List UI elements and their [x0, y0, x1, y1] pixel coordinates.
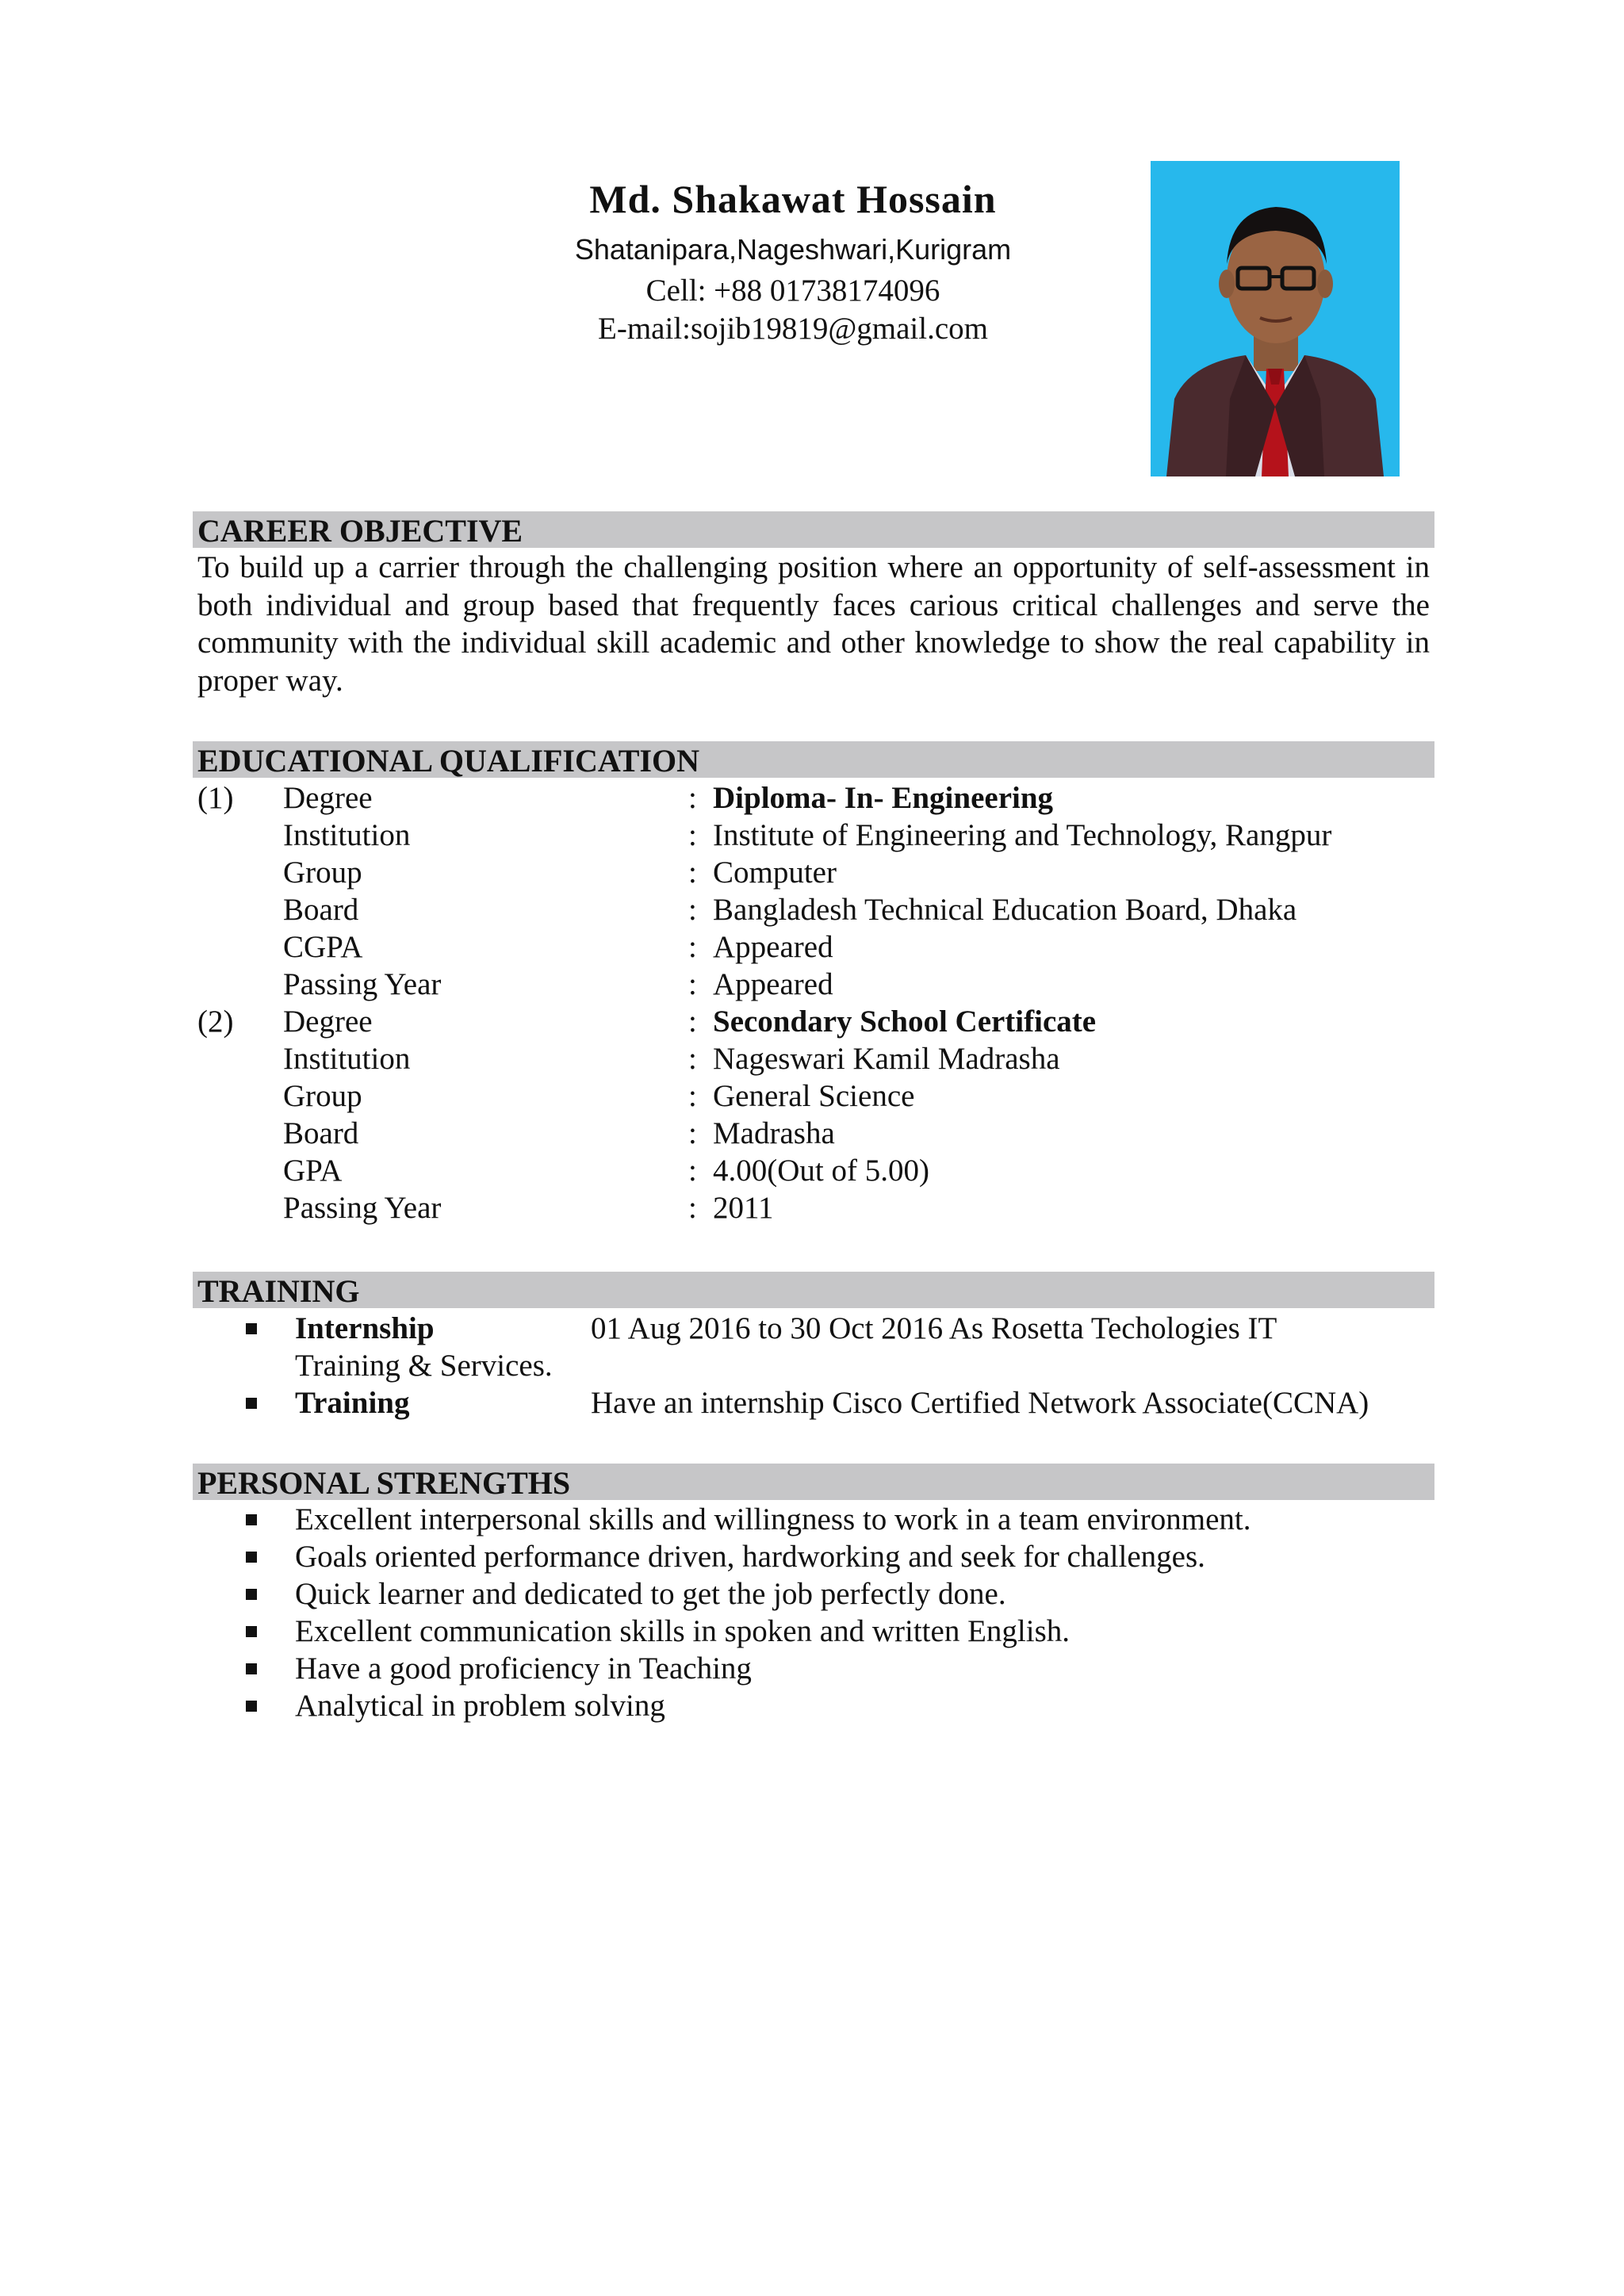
education-row	[0, 1189, 1624, 1226]
career-objective-text: To build up a carrier through the challenging position where an opportunity of self-assessment in both individual and group based that frequently faces carious critical challenges and serve the community with the individual skill academic and other knowledge to show the real capability in proper way.	[197, 550, 1430, 698]
row-value: Diploma- In- Engineering	[713, 781, 1054, 815]
education-row	[0, 817, 1624, 854]
cell-number: Cell: +88 01738174096	[645, 274, 940, 308]
row-colon: :	[688, 1154, 697, 1188]
row-colon: :	[688, 818, 697, 852]
strength-item: Excellent interpersonal skills and willingness to work in a team environment.	[295, 1502, 1251, 1536]
education-row	[0, 1040, 1624, 1077]
row-label: Degree	[283, 781, 373, 815]
row-value: Institute of Engineering and Technology, Rangpur	[713, 818, 1332, 852]
row-value: Nageswari Kamil Madrasha	[713, 1042, 1060, 1076]
row-value: Madrasha	[713, 1116, 835, 1150]
training-item-text: Have an internship Cisco Certified Network Associate(CCNA)	[591, 1386, 1369, 1420]
row-colon: :	[688, 1116, 697, 1150]
bullet-square-icon	[246, 1398, 257, 1409]
row-label: GPA	[283, 1154, 343, 1188]
education-row	[0, 854, 1624, 891]
education-row	[0, 928, 1624, 966]
education-row	[0, 1077, 1624, 1115]
row-label: Board	[283, 1116, 359, 1150]
education-row	[0, 891, 1624, 928]
entry-number: (2)	[197, 1004, 234, 1039]
training-item-label: Internship	[295, 1311, 435, 1345]
row-value: Bangladesh Technical Education Board, Dhaka	[713, 893, 1297, 927]
row-label: Institution	[283, 1042, 411, 1076]
row-value: Computer	[713, 855, 837, 890]
row-value: 4.00(Out of 5.00)	[713, 1154, 929, 1188]
bullet-square-icon	[246, 1663, 257, 1674]
training-item-label: Training	[295, 1386, 410, 1420]
row-colon: :	[688, 1004, 697, 1039]
strength-item: Excellent communication skills in spoken and written English.	[295, 1614, 1070, 1648]
training-item-continuation: Training & Services.	[295, 1349, 553, 1383]
row-label: Passing Year	[283, 967, 442, 1001]
strengths-heading: PERSONAL STRENGTHS	[193, 1464, 1434, 1500]
row-value: Appeared	[713, 930, 833, 964]
row-colon: :	[688, 1042, 697, 1076]
row-label: CGPA	[283, 930, 363, 964]
education-row	[0, 1003, 1624, 1040]
resume-header	[476, 170, 1110, 348]
profile-photo	[1151, 161, 1400, 476]
row-label: Group	[283, 1079, 362, 1113]
row-label: Degree	[283, 1004, 373, 1039]
row-value: Secondary School Certificate	[713, 1004, 1097, 1039]
education-row	[0, 779, 1624, 817]
row-label: Board	[283, 893, 359, 927]
bullet-square-icon	[246, 1514, 257, 1525]
entry-number: (1)	[197, 781, 234, 815]
education-heading: EDUCATIONAL QUALIFICATION	[193, 741, 1434, 778]
row-value: General Science	[713, 1079, 915, 1113]
row-colon: :	[688, 930, 697, 964]
education-row	[0, 1115, 1624, 1152]
bullet-square-icon	[246, 1701, 257, 1712]
row-colon: :	[688, 855, 697, 890]
address-line: Shatanipara,Nageshwari,Kurigram	[574, 233, 1012, 266]
strength-item: Quick learner and dedicated to get the job perfectly done.	[295, 1577, 1006, 1611]
row-colon: :	[688, 893, 697, 927]
bullet-square-icon	[246, 1552, 257, 1563]
row-label: Passing Year	[283, 1191, 442, 1225]
education-row	[0, 966, 1624, 1003]
row-colon: :	[688, 781, 697, 815]
row-colon: :	[688, 1191, 697, 1225]
row-value: 2011	[713, 1191, 774, 1225]
row-label: Group	[283, 855, 362, 890]
row-colon: :	[688, 1079, 697, 1113]
email-address: E-mail:sojib19819@gmail.com	[598, 312, 988, 346]
training-heading: TRAINING	[193, 1272, 1434, 1308]
row-value: Appeared	[713, 967, 833, 1001]
candidate-name: Md. Shakawat Hossain	[589, 177, 997, 221]
row-colon: :	[688, 967, 697, 1001]
strength-item: Have a good proficiency in Teaching	[295, 1651, 752, 1686]
bullet-square-icon	[246, 1626, 257, 1637]
portrait-illustration	[1151, 161, 1400, 476]
strength-item: Analytical in problem solving	[295, 1689, 665, 1723]
strength-item: Goals oriented performance driven, hardworking and seek for challenges.	[295, 1540, 1205, 1574]
career-objective-heading: CAREER OBJECTIVE	[193, 511, 1434, 548]
education-row	[0, 1152, 1624, 1189]
training-item-text: 01 Aug 2016 to 30 Oct 2016 As Rosetta Techologies IT	[591, 1311, 1277, 1345]
row-label: Institution	[283, 818, 411, 852]
bullet-square-icon	[246, 1589, 257, 1600]
bullet-square-icon	[246, 1323, 257, 1334]
